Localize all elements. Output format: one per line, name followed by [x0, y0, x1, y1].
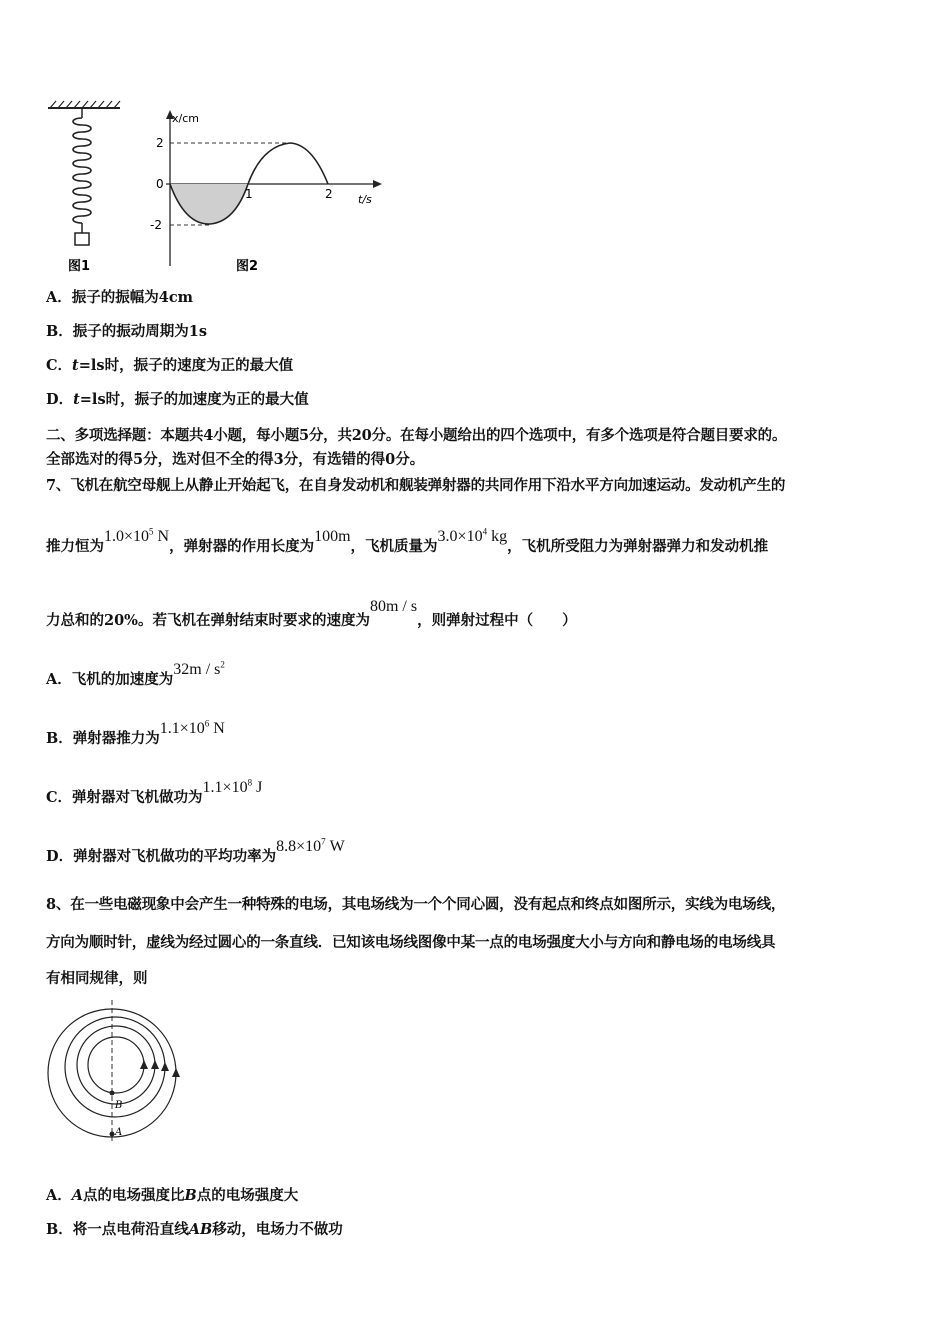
q6-option-b: B．振子的振动周期为1s: [46, 323, 208, 340]
y-tick-2: 2: [156, 136, 164, 150]
q7-stem-line2: 推力恒为$1.0\times 10^5$ N，弹射器的作用长度为100m，飞机质量为$3.0\times 10^4$ kg，飞机所受阻力为弹射器弹力和发动机推: [46, 526, 769, 555]
x-axis-label: t/s: [358, 193, 372, 206]
spring-figure: [40, 98, 130, 276]
q8-stem-line3: 有相同规律，则: [46, 970, 148, 987]
xt-graph-figure: [150, 106, 390, 276]
q8-stem-line1: 8、在一些电磁现象中会产生一种特殊的电场，其电场线为一个个同心圆，没有起点和终点如图所示，实线为电场线，: [46, 896, 786, 913]
section2-line1: 二、多项选择题：本题共4小题，每小题5分，共20分。在每小题给出的四个选项中，有多个选项是符合题目要求的。: [46, 427, 787, 444]
point-b-label: B: [115, 1100, 123, 1111]
y-tick-neg2: -2: [150, 218, 162, 232]
point-a-label: A: [115, 1127, 123, 1138]
q6-option-a: A．振子的振幅为4cm: [46, 289, 194, 306]
y-axis-label: x/cm: [172, 112, 199, 125]
q7-stem-line1: 7、飞机在航空母舰上从静止开始起飞，在自身发动机和舰装弹射器的共同作用下沿水平方向加速运动。发动机产生的: [46, 477, 786, 494]
q7-option-a: A．飞机的加速度为$32m / s^2$: [46, 659, 225, 688]
q6-option-d: D．t=ls时，振子的加速度为正的最大值: [46, 391, 309, 408]
q7-option-b: B．弹射器推力为$1.1\times 10^6$ N: [46, 718, 225, 747]
x-tick-2: 2: [325, 187, 333, 201]
y-tick-0: 0: [156, 177, 164, 191]
q8-option-a: A．A点的电场强度比B点的电场强度大: [46, 1187, 299, 1204]
section2-line2: 全部选对的得5分，选对但不全的得3分，有选错的得0分。: [46, 451, 425, 468]
q7-option-c: C．弹射器对飞机做功为$1.1\times 10^8$ J: [46, 777, 263, 806]
q8-stem-line2: 方向为顺时针，虚线为经过圆心的一条直线．已知该电场线图像中某一点的电场强度大小与方向和静电场的电场线具: [46, 934, 776, 951]
q7-option-d: D．弹射器对飞机做功的平均功率为$8.8\times 10^7$ W: [46, 836, 345, 865]
q6-option-c: C．t=ls时，振子的速度为正的最大值: [46, 357, 294, 374]
fig1-label: 图1: [68, 259, 91, 274]
q7-stem-line3: 力总和的20%。若飞机在弹射结束时要求的速度为80m / s，则弹射过程中（ ）: [46, 598, 577, 629]
fig2-label: 图2: [236, 259, 259, 274]
field-lines-figure: [40, 995, 190, 1145]
x-tick-1: 1: [245, 187, 253, 201]
q8-option-b: B．将一点电荷沿直线AB移动，电场力不做功: [46, 1221, 343, 1238]
